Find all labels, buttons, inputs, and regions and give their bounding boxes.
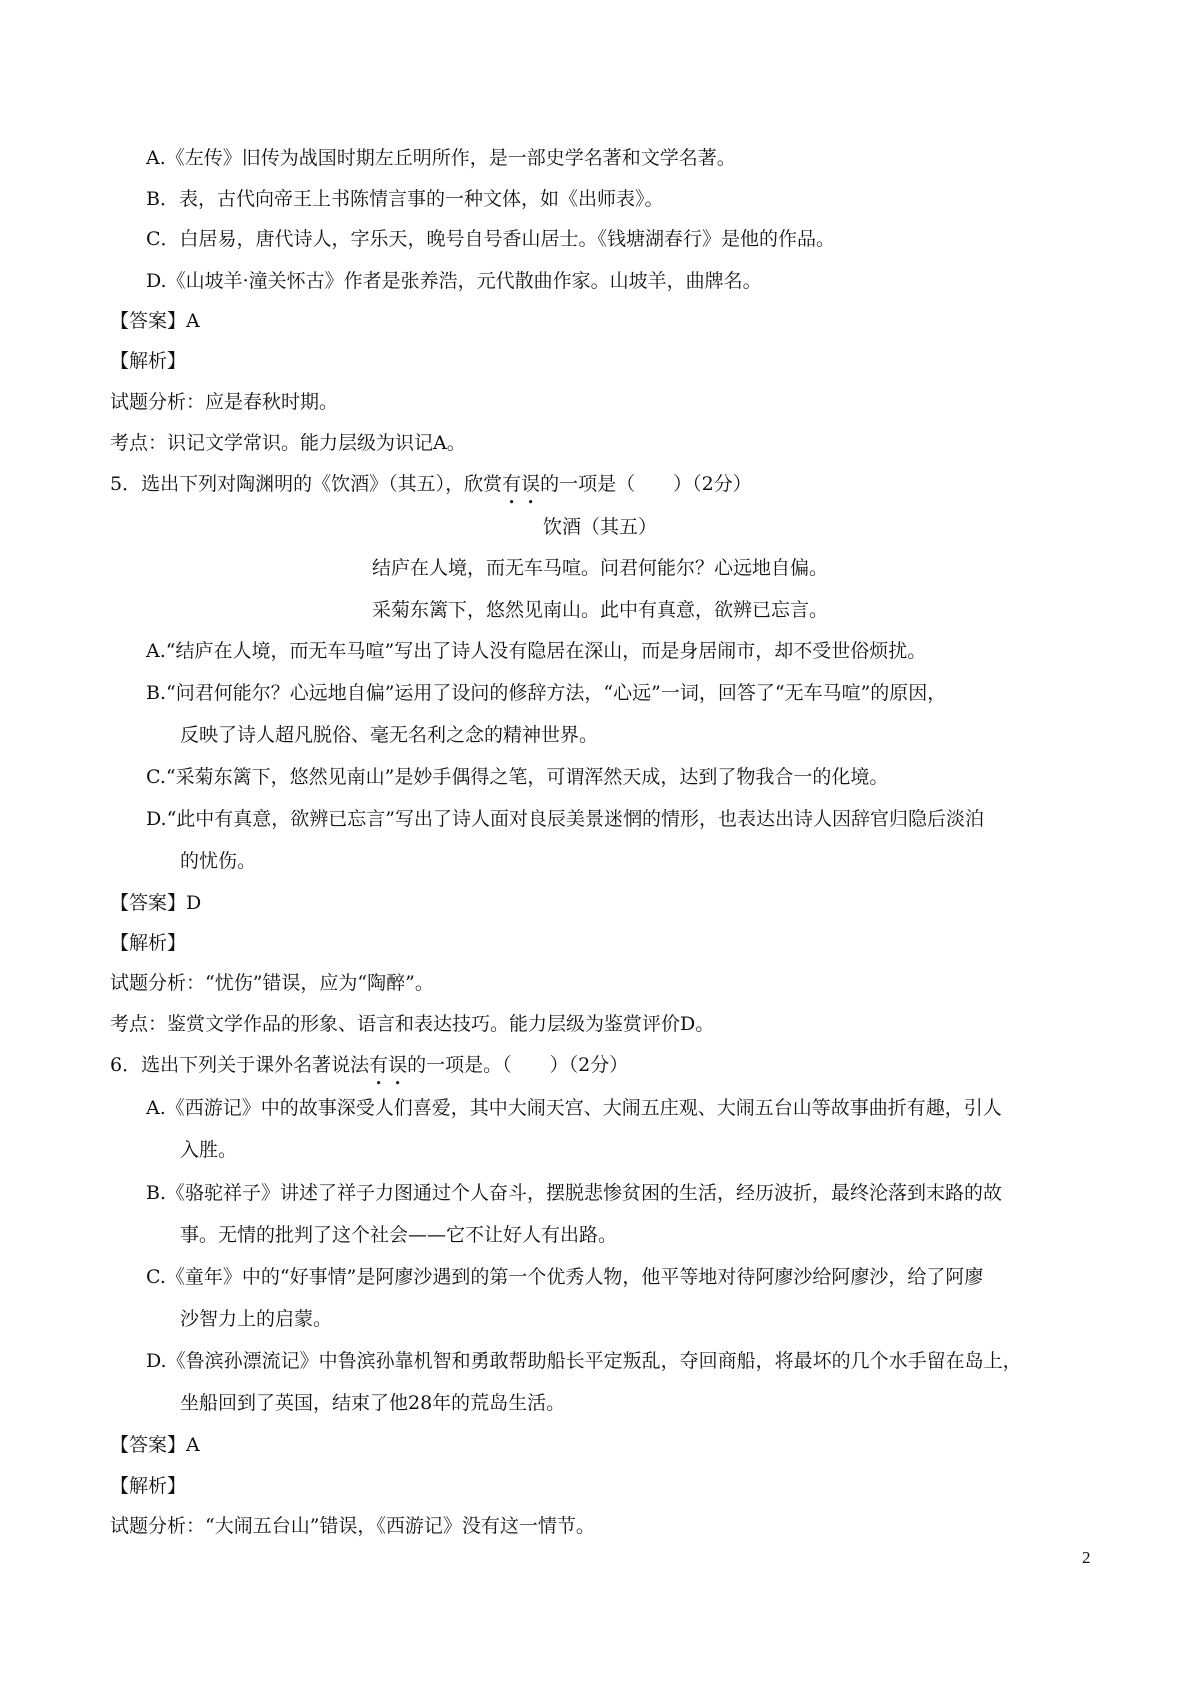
q5-option-d-line-1: D.“此中有真意，欲辨已忘言”写出了诗人面对良辰美景迷惘的情形，也表达出诗人因辞官归隐后淡泊 bbox=[146, 808, 985, 830]
q5-poem-line-1: 结庐在人境，而无车马喧。问君何能尔？心远地自偏。 bbox=[371, 557, 828, 579]
q6-question-stem bbox=[110, 1052, 628, 1078]
q6-option-d-line-2: 坐船回到了英国，结束了他28年的荒岛生活。 bbox=[180, 1392, 566, 1414]
q5-option-b-line-2: 反映了诗人超凡脱俗、毫无名利之念的精神世界。 bbox=[180, 724, 599, 746]
q6-stem-after: 的一项是。（ ）（2分） bbox=[407, 1054, 629, 1076]
q6-option-a-line-1: A.《西游记》中的故事深受人们喜爱，其中大闹天宫、大闹五庄观、大闹五台山等故事曲折有趣，引人 bbox=[146, 1097, 1002, 1119]
q6-answer: 【答案】A bbox=[110, 1434, 200, 1456]
q6-stem-emphasis-1: 有 bbox=[369, 1054, 389, 1076]
q6-option-d-line-1: D.《鲁滨孙漂流记》中鲁滨孙靠机智和勇敢帮助船长平定叛乱，夺回商船，将最坏的几个水手留在岛上， bbox=[146, 1350, 1022, 1372]
q5-analysis-heading: 【解析】 bbox=[110, 932, 187, 954]
q6-analysis-text: 试题分析：“大闹五台山”错误，《西游记》没有这一情节。 bbox=[110, 1515, 595, 1537]
q5-poem-line-2: 采菊东篱下，悠然见南山。此中有真意，欲辨已忘言。 bbox=[371, 599, 828, 621]
q6-option-a-line-2: 入胜。 bbox=[180, 1139, 238, 1161]
q5-option-d-line-2: 的忧伤。 bbox=[180, 850, 257, 872]
q5-option-b-line-1: B.“问君何能尔？心远地自偏”运用了设问的修辞方法，“心远”一词，回答了“无车马喧”的原因， bbox=[146, 682, 947, 704]
q4-option-c: C．白居易，唐代诗人，字乐天，晚号自号香山居士。《钱塘湖春行》是他的作品。 bbox=[146, 228, 836, 250]
q5-stem-after: 的一项是（ ）（2分） bbox=[540, 473, 752, 495]
page-number: 2 bbox=[1082, 1548, 1091, 1567]
q5-option-c: C.“采菊东篱下，悠然见南山”是妙手偶得之笔，可谓浑然天成，达到了物我合一的化境。 bbox=[146, 766, 889, 788]
q5-stem-before: 5．选出下列对陶渊明的《饮酒》（其五），欣赏 bbox=[110, 473, 503, 495]
q5-exam-point: 考点：鉴赏文学作品的形象、语言和表达技巧。能力层级为鉴赏评价D。 bbox=[110, 1013, 715, 1035]
q6-option-b-line-1: B.《骆驼祥子》讲述了祥子力图通过个人奋斗，摆脱悲惨贫困的生活，经历波折，最终沦落到末路的故 bbox=[146, 1182, 1003, 1204]
q4-analysis-text: 试题分析：应是春秋时期。 bbox=[110, 391, 339, 413]
q5-stem-emphasis-2: 误 bbox=[521, 473, 541, 495]
q5-answer: 【答案】D bbox=[110, 892, 202, 914]
q6-stem-before: 6．选出下列关于课外名著说法 bbox=[110, 1054, 370, 1076]
q4-option-a: A.《左传》旧传为战国时期左丘明所作，是一部史学名著和文学名著。 bbox=[146, 147, 736, 169]
q6-analysis-heading: 【解析】 bbox=[110, 1475, 187, 1497]
q4-option-b: B．表，古代向帝王上书陈情言事的一种文体，如《出师表》。 bbox=[146, 188, 664, 210]
q5-poem-title: 饮酒（其五） bbox=[542, 516, 657, 538]
q5-question-stem bbox=[110, 471, 752, 497]
q4-answer: 【答案】A bbox=[110, 310, 200, 332]
q6-option-c-line-1: C.《童年》中的“好事情”是阿廖沙遇到的第一个优秀人物，他平等地对待阿廖沙给阿廖沙，给了阿廖 bbox=[146, 1266, 984, 1288]
q5-analysis-text: 试题分析：“忧伤”错误，应为“陶醉”。 bbox=[110, 972, 434, 994]
q4-exam-point: 考点：识记文学常识。能力层级为识记A。 bbox=[110, 432, 466, 454]
q5-stem-emphasis-1: 有 bbox=[502, 473, 522, 495]
q5-option-a: A.“结庐在人境，而无车马喧”写出了诗人没有隐居在深山，而是身居闹市，却不受世俗烦扰。 bbox=[146, 640, 927, 662]
q4-option-d: D.《山坡羊·潼关怀古》作者是张养浩，元代散曲作家。山坡羊，曲牌名。 bbox=[146, 270, 762, 292]
q6-option-c-line-2: 沙智力上的启蒙。 bbox=[180, 1308, 333, 1330]
q4-analysis-heading: 【解析】 bbox=[110, 350, 187, 372]
q6-option-b-line-2: 事。无情的批判了这个社会——它不让好人有出路。 bbox=[180, 1224, 618, 1246]
q6-stem-emphasis-2: 误 bbox=[388, 1054, 408, 1076]
